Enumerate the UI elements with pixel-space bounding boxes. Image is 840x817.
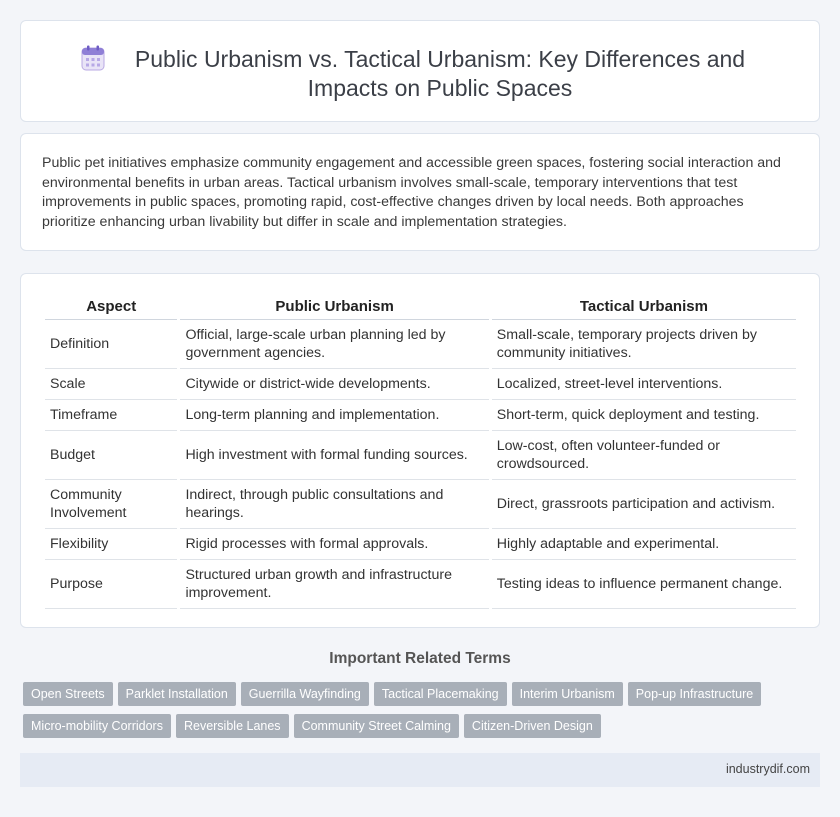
comparison-table bbox=[42, 294, 799, 609]
intro-paragraph: Public pet initiatives emphasize community engagement and accessible green spaces, fostering social interaction and environmental benefits in urban areas. Tactical urbanism involves small-scale, temporary interventions that test improvements in public spaces, promoting rapid, cost-effective changes driven by local needs. Both approaches prioritize enhancing urban livability but differ in scale and implementation strategies. bbox=[42, 155, 781, 230]
related-term-tag[interactable]: Micro-mobility Corridors bbox=[23, 714, 171, 738]
header-aspect: Aspect bbox=[45, 294, 177, 320]
table-cell-aspect: Timeframe bbox=[45, 400, 177, 431]
table-header-row bbox=[45, 294, 796, 320]
related-terms-list bbox=[23, 682, 783, 746]
table-cell-public: Official, large-scale urban planning led by government agencies. bbox=[180, 320, 488, 369]
page-title: Public Urbanism vs. Tactical Urbanism: Key Differences and Impacts on Public Spaces bbox=[134, 46, 746, 101]
related-term-tag[interactable]: Citizen-Driven Design bbox=[464, 714, 601, 738]
table-cell-aspect: Flexibility bbox=[45, 529, 177, 560]
table-row bbox=[45, 369, 796, 400]
table-cell-aspect: Purpose bbox=[45, 560, 177, 609]
comparison-card bbox=[20, 273, 820, 628]
table-cell-public: Indirect, through public consultations and hearings. bbox=[180, 480, 488, 529]
related-term-tag[interactable]: Pop-up Infrastructure bbox=[628, 682, 761, 706]
table-cell-tactical: Highly adaptable and experimental. bbox=[492, 529, 796, 560]
related-term-tag[interactable]: Open Streets bbox=[23, 682, 113, 706]
related-term-tag[interactable]: Interim Urbanism bbox=[512, 682, 623, 706]
table-row bbox=[45, 480, 796, 529]
table-row bbox=[45, 431, 796, 480]
title-card bbox=[20, 20, 820, 122]
table-cell-aspect: Scale bbox=[45, 369, 177, 400]
table-row bbox=[45, 560, 796, 609]
related-term-tag[interactable]: Parklet Installation bbox=[118, 682, 236, 706]
header-tactical-urbanism: Tactical Urbanism bbox=[492, 294, 796, 320]
table-cell-tactical: Low-cost, often volunteer-funded or crowdsourced. bbox=[492, 431, 796, 480]
table-cell-public: Rigid processes with formal approvals. bbox=[180, 529, 488, 560]
table-cell-public: High investment with formal funding sources. bbox=[180, 431, 488, 480]
site-credit[interactable]: industrydif.com bbox=[725, 762, 810, 776]
table-cell-aspect: Definition bbox=[45, 320, 177, 369]
related-term-tag[interactable]: Reversible Lanes bbox=[176, 714, 289, 738]
table-cell-aspect: Community Involvement bbox=[45, 480, 177, 529]
table-cell-tactical: Small-scale, temporary projects driven by community initiatives. bbox=[492, 320, 796, 369]
related-term-tag[interactable]: Guerrilla Wayfinding bbox=[241, 682, 369, 706]
table-cell-aspect: Budget bbox=[45, 431, 177, 480]
header-public-urbanism: Public Urbanism bbox=[180, 294, 488, 320]
related-terms-title: Important Related Terms bbox=[329, 650, 511, 667]
table-row bbox=[45, 320, 796, 369]
table-cell-tactical: Short-term, quick deployment and testing. bbox=[492, 400, 796, 431]
table-cell-public: Structured urban growth and infrastructure improvement. bbox=[180, 560, 488, 609]
related-term-tag[interactable]: Tactical Placemaking bbox=[374, 682, 507, 706]
table-cell-public: Long-term planning and implementation. bbox=[180, 400, 488, 431]
footer bbox=[20, 753, 820, 787]
table-cell-tactical: Testing ideas to influence permanent change. bbox=[492, 560, 796, 609]
table-cell-tactical: Localized, street-level interventions. bbox=[492, 369, 796, 400]
intro-card bbox=[20, 133, 820, 251]
table-cell-tactical: Direct, grassroots participation and activism. bbox=[492, 480, 796, 529]
table-row bbox=[45, 529, 796, 560]
table-cell-public: Citywide or district-wide developments. bbox=[180, 369, 488, 400]
table-row bbox=[45, 400, 796, 431]
related-term-tag[interactable]: Community Street Calming bbox=[294, 714, 459, 738]
